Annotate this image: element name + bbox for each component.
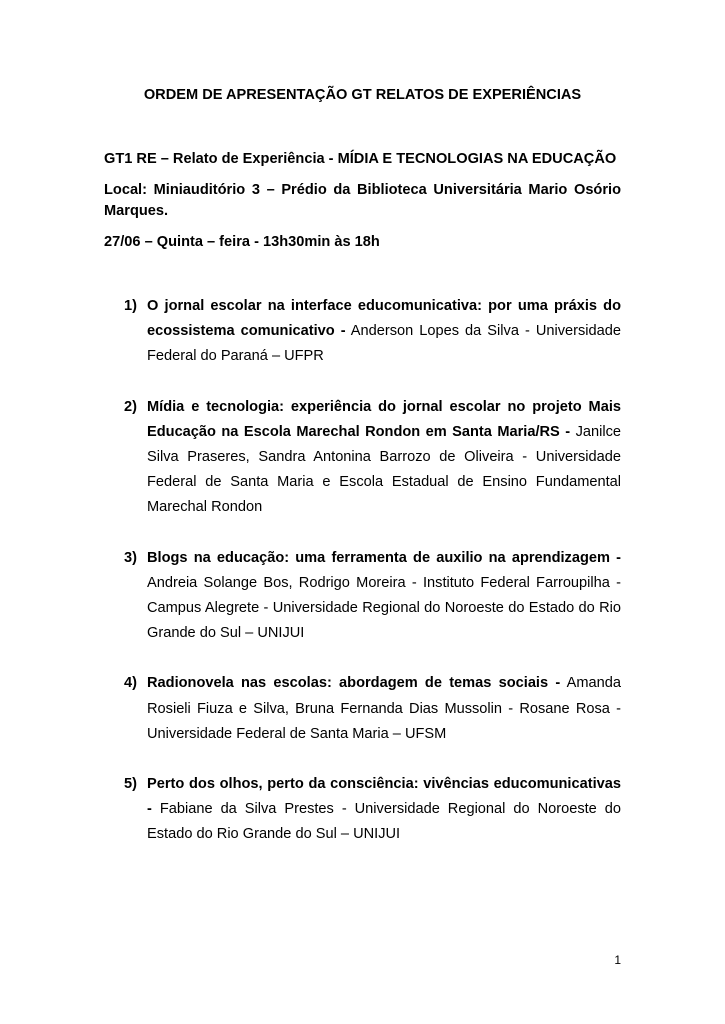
item-title: Blogs na educação: uma ferramenta de auxilio na aprendizagem - [147, 549, 621, 566]
item-authors: Janilce Silva Praseres, Sandra Antonina Barrozo de Oliveira - Universidade Federal de Santa Maria e Escola Estadual de Ensino Fundamental Marechal Rondon [147, 423, 621, 516]
item-title: Radionovela nas escolas: abordagem de temas sociais - [147, 675, 561, 692]
date-line: 27/06 – Quinta – feira - 13h30min às 18h [104, 234, 380, 250]
list-item [124, 546, 621, 647]
list-item [124, 772, 621, 848]
page-number: 1 [614, 953, 621, 967]
list-item [124, 395, 621, 521]
presentation-list [124, 294, 621, 873]
item-number: 1) [124, 298, 137, 314]
page-title: ORDEM DE APRESENTAÇÃO GT RELATOS DE EXPERIÊNCIAS [143, 87, 582, 103]
item-title: O jornal escolar na interface educomunicativa: por uma práxis do ecossistema comunicativo - [147, 298, 621, 340]
location-line: Local: Miniauditório 3 – Prédio da Biblioteca Universitária Mario Osório Marques. [104, 182, 621, 219]
list-item [124, 294, 621, 370]
item-authors: Anderson Lopes da Silva - Universidade Federal do Paraná – UFPR [147, 323, 621, 365]
item-title: Mídia e tecnologia: experiência do jornal escolar no projeto Mais Educação na Escola Marechal Rondon em Santa Maria/RS - [147, 398, 621, 440]
item-authors: Amanda Rosieli Fiuza e Silva, Bruna Fernanda Dias Mussolin - Rosane Rosa - Universidade Federal de Santa Maria – UFSM [147, 675, 621, 742]
item-number: 4) [124, 675, 137, 692]
item-number: 3) [124, 549, 137, 566]
list-item [124, 671, 621, 747]
item-number: 5) [124, 776, 137, 793]
item-title: Perto dos olhos, perto da consciência: vivências educomunicativas - [147, 776, 621, 818]
gt-heading: GT1 RE – Relato de Experiência - MÍDIA E TECNOLOGIAS NA EDUCAÇÃO [104, 151, 617, 167]
item-number: 2) [124, 398, 137, 415]
item-authors: Andreia Solange Bos, Rodrigo Moreira - Instituto Federal Farroupilha - Campus Alegrete - Universidade Regional do Noroeste do Estado do Rio Grande do Sul – UNIJUI [147, 574, 621, 642]
item-authors: Fabiane da Silva Prestes - Universidade Regional do Noroeste do Estado do Rio Grande do Sul – UNIJUI [147, 801, 621, 843]
